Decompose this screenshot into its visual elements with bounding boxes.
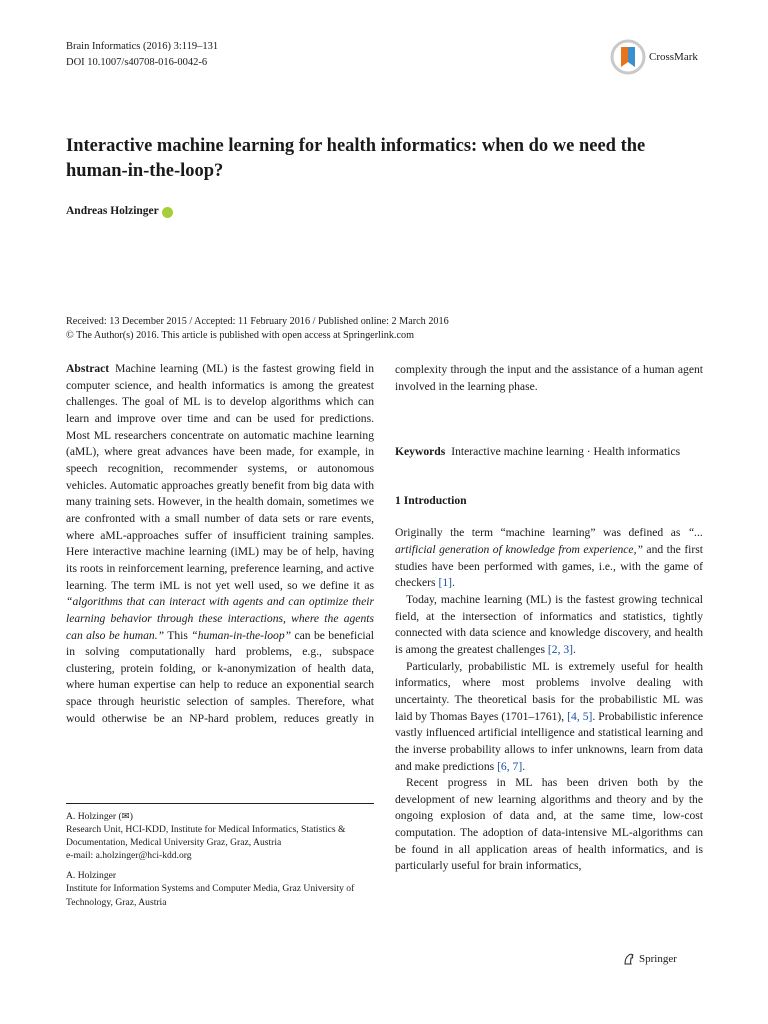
publisher-logo <box>622 952 677 966</box>
affiliation-1-institution: Research Unit, HCI-KDD, Institute for Medical Informatics, Statistics & Documentation, Medical University Graz, Graz, Austria <box>66 824 346 849</box>
abstract-paragraph: Abstract Machine learning (ML) is the fastest growing field in computer science, and health informatics is among the greatest challenges. The goal of ML is to develop algorithms which can learn and improve over time and can be used for predictions. Most ML researchers concentrate on automatic machine learning (aML), where great advances have been made, for example, in speech recognition, recommender systems, or autonomous vehicles. Automatic approaches greatly benefit from big data with many training sets. However, in the health domain, sometimes we are confronted with a small number of data sets or rare events, where aML-approaches suffer of insufficient training samples. Here interactive machine learning (iML) may be of help, having its roots in reinforcement learning, preference learning, and active learning. The term iML is not yet well used, so we define it as “algorithms that can interact with agents and can optimize their learning behavior through these interactions, where the agents can also be human.” This “human-in-the-loop” can be beneficial in solving computationally hard problems, e.g., subspace clustering, protein folding, or k-anonymization of health data, where human expertise can help to reduce an exponential search space through heuristic selection of samples. Therefore, what would otherwise be an NP-hard problem, reduces greatly in <box>66 362 374 725</box>
affiliation-divider <box>66 803 374 804</box>
left-column <box>66 361 374 726</box>
doi-link[interactable]: DOI 10.1007/s40708-016-0042-6 <box>66 57 208 68</box>
abstract-continuation-window <box>395 361 703 427</box>
keywords-paragraph <box>395 444 703 461</box>
affiliation-2-name: A. Holzinger <box>66 870 117 882</box>
crossmark-label: CrossMark <box>649 51 698 63</box>
keywords-text: Interactive machine learning · Health informatics <box>451 445 681 458</box>
abstract-continuation: complexity through the input and the assistance of a human agent involved in the learning phase. <box>395 363 703 394</box>
citation-link[interactable]: [2, 3] <box>547 642 574 656</box>
author-line <box>66 205 173 217</box>
right-column <box>395 361 703 875</box>
article-title: Interactive machine learning for health informatics: when do we need the human-in-the-loop? <box>66 136 646 181</box>
journal-meta <box>66 39 218 71</box>
orcid-icon[interactable] <box>162 207 173 218</box>
citation-link[interactable]: [1] <box>438 576 452 590</box>
affiliations <box>66 810 374 916</box>
citation-link[interactable]: [6, 7] <box>497 759 523 773</box>
author-name[interactable]: Andreas Holzinger <box>66 205 159 217</box>
author-email[interactable]: e-mail: a.holzinger@hci-kdd.org <box>66 850 192 862</box>
springer-horse-icon <box>622 952 636 966</box>
intro-paragraph-4: Recent progress in ML has been driven both by the development of new learning algorithms and theory and by the ongoing explosion of data and, at the same time, low-cost computation. The adoption of data-intensive ML-algorithms can be found in all application areas of health informatics, and is particularly useful for brain informatics, <box>395 776 703 873</box>
crossmark-icon <box>610 39 646 75</box>
publisher-name: Springer <box>639 953 677 965</box>
human-in-the-loop-quote: “human-in-the-loop” <box>191 628 292 642</box>
intro-paragraph-1: Originally the term “machine learning” was defined as “... artificial generation of knowledge from experience,” and the first studies have been performed with games, i.e., with the game of checkers [1]. <box>395 526 703 590</box>
affiliation-2 <box>66 869 374 908</box>
abstract-label: Abstract <box>66 362 110 375</box>
section-heading-introduction: 1 Introduction <box>395 493 467 507</box>
keywords-label: Keywords <box>395 445 446 458</box>
affiliation-1-name: A. Holzinger (✉) <box>66 811 133 822</box>
intro-paragraph-2: Today, machine learning (ML) is the fastest growing technical field, at the intersection of informatics and statistics, tightly connected with data science and knowledge discovery, and health is among the greatest challenges [2, 3]. <box>395 592 703 656</box>
dates-line: Received: 13 December 2015 / Accepted: 11 February 2016 / Published online: 2 March 2016 <box>66 316 449 327</box>
journal-citation: Brain Informatics (2016) 3:119–131 <box>66 41 219 52</box>
copyright-line: © The Author(s) 2016. This article is published with open access at Springerlink.com <box>66 330 415 341</box>
affiliation-2-institution: Institute for Information Systems and Computer Media, Graz University of Technology, Graz, Austria <box>66 883 355 908</box>
citation-link[interactable]: [4, 5] <box>567 709 593 723</box>
affiliation-1 <box>66 810 374 862</box>
publication-history <box>66 315 449 343</box>
iml-definition-quote: “algorithms that can interact with agents and can optimize their learning behavior through these interactions, where the agents can also be human.” <box>66 595 374 642</box>
intro-paragraph-3: Particularly, probabilistic ML is extremely useful for health informatics, where most problems involve dealing with uncertainty. The theoretical basis for the probabilistic ML was laid by Thomas Bayes (1701–1761), [4, 5]. Probabilistic inference vastly influenced artificial intelligence and statistical learning and the inverse probability allows to infer unknowns, learn from data and make predictions [6, 7]. <box>395 659 703 773</box>
crossmark-badge[interactable] <box>610 39 698 75</box>
